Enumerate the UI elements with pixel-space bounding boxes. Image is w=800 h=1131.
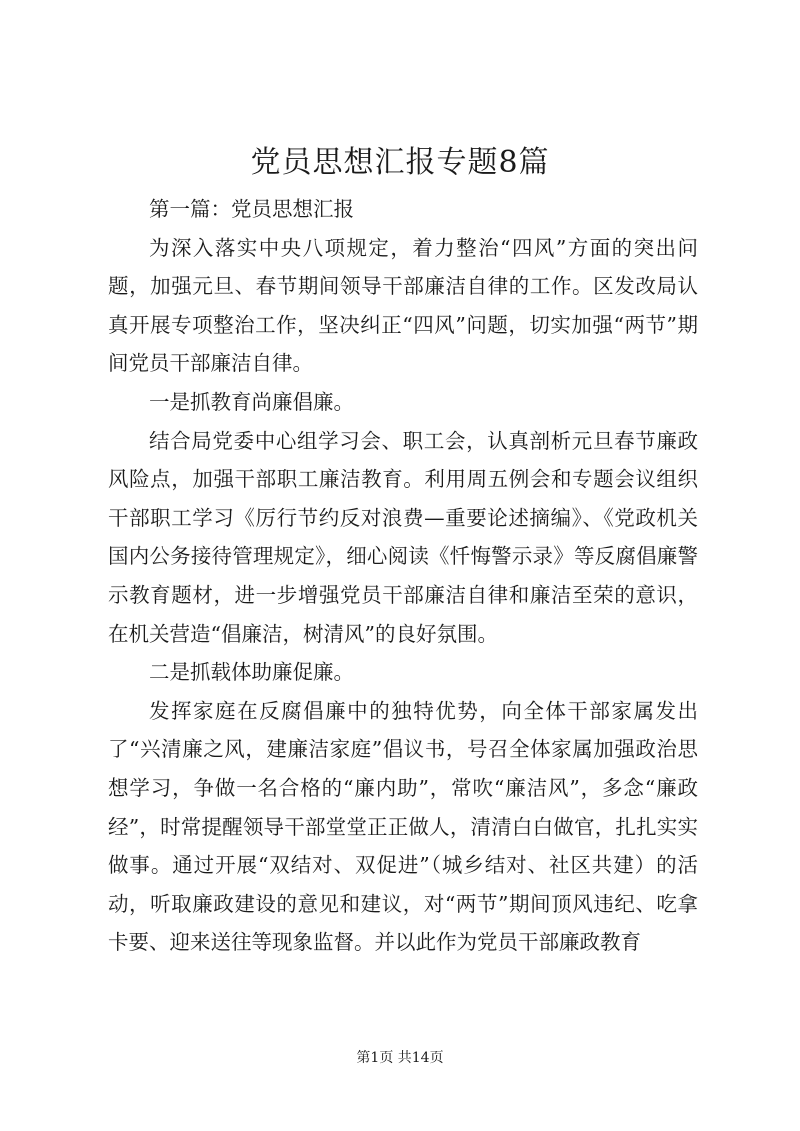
point-heading: 二是抓载体助廉促廉。 (149, 660, 354, 685)
body-paragraph: 发挥家庭在反腐倡廉中的独特优势，向全体干部家属发出了“兴清廉之风，建廉洁家庭”倡议书，号召全体家属加强政治思想学习，争做一名合格的“廉内助”，常吹“廉洁风”，多念“廉政经”，时常提醒领导干部堂堂正正做人，清清白白做官，扎扎实实做事。通过开展“双结对、双促进”（城乡结对、社区共建）的活动，听取廉政建设的意见和建议，对“两节”期间顶风违纪、吃拿卡要、迎来送往等现象监督。并以此作为党员干部廉政教育 (108, 698, 698, 955)
section-heading: 第一篇：党员思想汇报 (149, 197, 354, 221)
point-heading: 一是抓教育尚廉倡廉。 (149, 389, 354, 414)
document-title: 党员思想汇报专题8篇 (250, 145, 550, 180)
document-body (108, 190, 698, 962)
page-number: 第1页 共14页 (356, 1050, 444, 1066)
body-paragraph: 结合局党委中心组学习会、职工会，认真剖析元旦春节廉政风险点，加强干部职工廉洁教育。利用周五例会和专题会议组织干部职工学习《厉行节约反对浪费—重要论述摘编》、《党政机关国内公务接待管理规定》，细心阅读《忏悔警示录》等反腐倡廉警示教育题材，进一步增强党员干部廉洁自律和廉洁至荣的意识，在机关营造“倡廉洁，树清风”的良好氛围。 (108, 428, 698, 646)
body-paragraph: 为深入落实中央八项规定，着力整治“四风”方面的突出问题，加强元旦、春节期间领导干部廉洁自律的工作。区发改局认真开展专项整治工作，坚决纠正“四风”问题，切实加强“两节”期间党员干部廉洁自律。 (108, 235, 698, 376)
